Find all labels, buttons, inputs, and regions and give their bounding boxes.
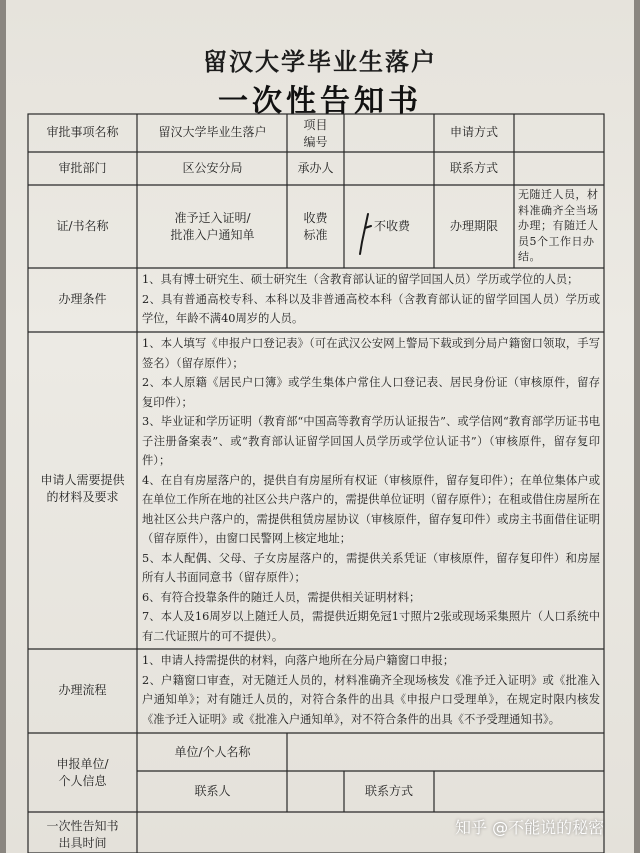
text-required-materials: 1、本人填写《申报户口登记表》（可在武汉公安网上警局下载或到分局户籍窗口领取，手写签名）（留存原件）； 2、本人原籍《居民户口簿》或学生集体户常住人口登记表、居民身份证（审核原件，留存复印件）； 3、毕业证和学历证明（教育部“中国高等教育学历认证报告”、或学信网“教育部学历证书电子注册备案表”、或“教育部认证留学回国人员学历或学位认证书”）（审核原件，留存复印件）； 4、在自有房屋落户的，提供自有房屋所有权证（审核原件，留存复印件）；在单位集体户或在单位工作所在地的社区公共户落户的，需提供单位证明（留存原件）；在租或借住房屋所在地社区公共户落户的，需提供租赁房屋协议（审核原件，留存复印件）或房主书面借住证明（留存原件），由窗口民警网上核定地址； 5、本人配偶、父母、子女房屋落户的，需提供关系凭证（审核原件，留存复印件）和房屋所有人书面同意书（留存原件）； 6、有符合投靠条件的随迁人员，需提供相关证明材料； 7、本人及16周岁以上随迁人员，需提供近期免冠1寸照片2张或现场采集照片（人口系统中有二代证照片的可不提供）。 — [142, 337, 600, 643]
label-certificate-name: 证/书名称 — [56, 219, 109, 233]
text-conditions: 1、具有博士研究生、硕士研究生（含教育部认证的留学回国人员）学历或学位的人员； 2、具有普通高校专科、本科以及非普通高校本科（含教育部认证的留学回国人员）学历或学位，年龄不满40周岁的人员。 — [142, 273, 600, 325]
label-applicant-contact-method: 联系方式 — [364, 784, 413, 798]
label-fee-standard: 收费 标准 — [303, 211, 328, 242]
label-project-number: 项目 编号 — [303, 118, 328, 149]
label-conditions: 办理条件 — [58, 292, 107, 306]
doc-title-line1: 留汉大学毕业生落户 — [203, 47, 437, 76]
label-approval-item: 审批事项名称 — [46, 125, 119, 139]
label-approval-dept: 审批部门 — [58, 161, 107, 175]
doc-title-line2: 一次性告知书 — [218, 84, 422, 119]
label-applicant-name: 单位/个人名称 — [174, 745, 251, 759]
value-fee-standard: 不收费 — [374, 219, 411, 233]
value-processing-period: 无随迁人员，材料准确齐全当场办理；有随迁人员5个工作日办结。 — [518, 188, 599, 263]
value-certificate-name: 准予迁入证明/ 批准入户通知单 — [170, 211, 255, 242]
label-required-materials: 申请人需要提供 的材料及要求 — [40, 473, 125, 504]
label-apply-method: 申请方式 — [449, 125, 498, 139]
label-process: 办理流程 — [58, 683, 107, 697]
value-approval-dept: 区公安分局 — [182, 161, 243, 175]
value-approval-item: 留汉大学毕业生落户 — [158, 125, 267, 139]
label-contact-method: 联系方式 — [449, 161, 498, 175]
label-contact-person: 联系人 — [194, 784, 231, 798]
zhihu-watermark: 知乎 @不能说的秘密 — [455, 818, 605, 837]
label-handler: 承办人 — [297, 161, 334, 175]
label-applicant-info: 申报单位/ 个人信息 — [56, 757, 109, 788]
text-process: 1、申请人持需提供的材料，向落户地所在分局户籍窗口申报； 2、户籍窗口审查，对无随迁人员的，材料准确齐全现场核发《准予迁入证明》或《批准入户通知单》；对有随迁人员的，对符合条件的出具《申报户口受理单》，在规定时限内核发《准予迁入证明》或《批准入户通知单》，对不符合条件的出具《不予受理通知书》。 — [142, 654, 600, 726]
label-processing-period: 办理期限 — [449, 219, 498, 233]
label-issue-time: 一次性告知书 出具时间 — [46, 819, 119, 850]
handwritten-mark-icon — [356, 212, 376, 256]
